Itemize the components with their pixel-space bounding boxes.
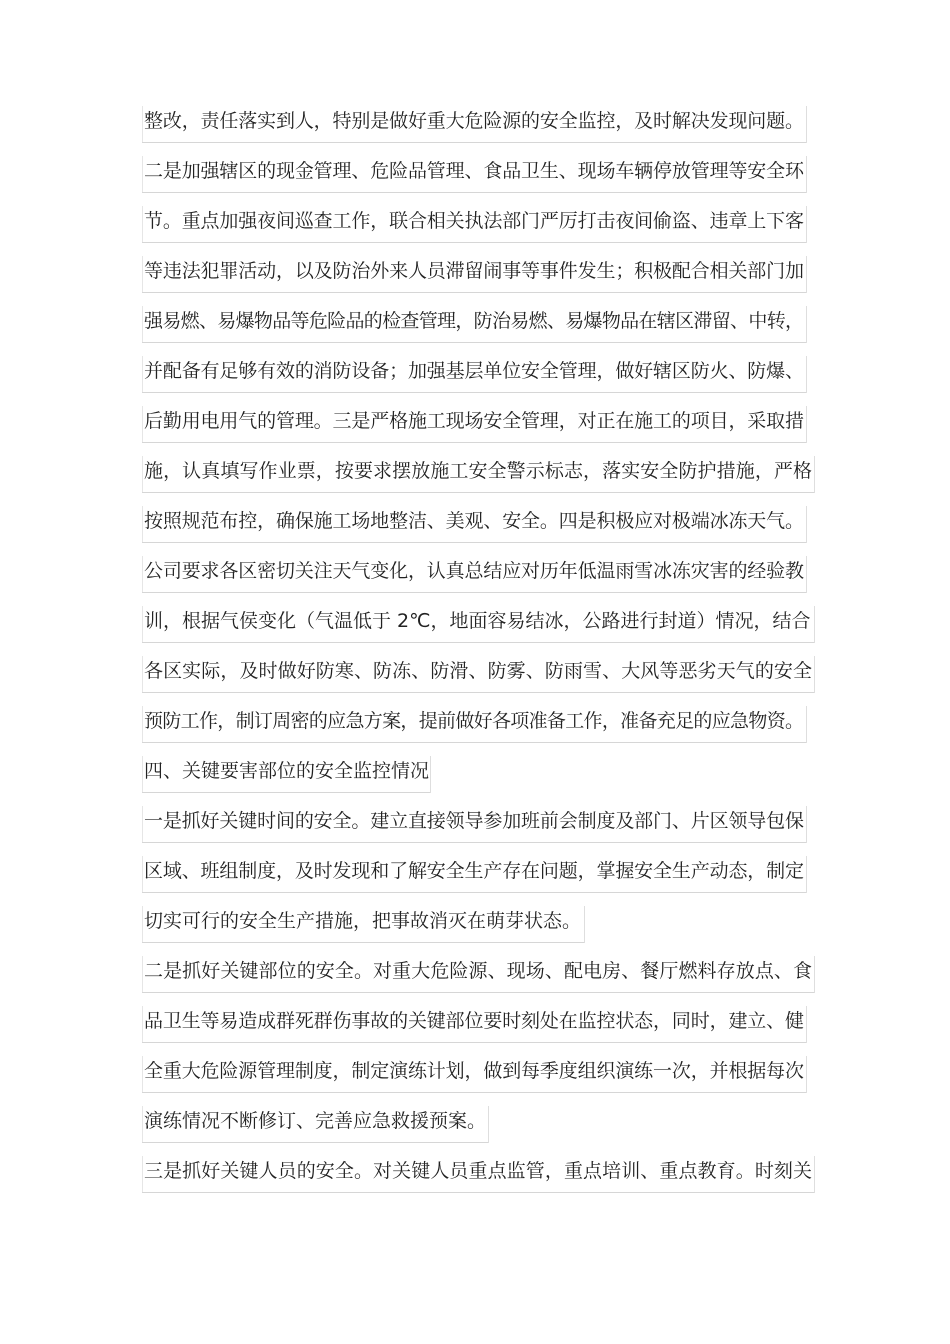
line-frame-right: [806, 1056, 807, 1093]
line-frame-right: [814, 956, 815, 993]
line-frame-left: [142, 906, 143, 943]
text-line: [142, 696, 822, 746]
text-line: [142, 1046, 822, 1096]
line-frame-right: [806, 556, 807, 593]
text-line: [142, 446, 822, 496]
line-frame-left: [142, 1106, 143, 1143]
line-frame-left: [142, 1056, 143, 1093]
line-frame-bottom: [142, 1042, 806, 1043]
line-frame-bottom: [142, 1192, 814, 1193]
line-frame-left: [142, 456, 143, 493]
line-frame-bottom: [142, 742, 806, 743]
line-text: 施，认真填写作业票，按要求摆放施工安全警示标志，落实安全防护措施，严格: [144, 460, 813, 482]
text-line: [142, 796, 822, 846]
line-text: 后勤用电用气的管理。三是严格施工现场安全管理，对正在施工的项目，采取措: [144, 410, 804, 432]
line-frame-left: [142, 856, 143, 893]
line-frame-left: [142, 306, 143, 343]
line-text: 按照规范布控，确保施工场地整洁、美观、安全。四是积极应对极端冰冻天气。: [144, 510, 804, 532]
line-frame-left: [142, 956, 143, 993]
line-frame-bottom: [142, 792, 430, 793]
line-frame-right: [806, 856, 807, 893]
line-text: 二是抓好关键部位的安全。对重大危险源、现场、配电房、餐厅燃料存放点、食: [144, 960, 813, 982]
line-frame-right: [584, 906, 585, 943]
line-frame-bottom: [142, 692, 814, 693]
line-text: 预防工作，制订周密的应急方案，提前做好各项准备工作，准备充足的应急物资。: [144, 710, 804, 732]
line-frame-right: [814, 456, 815, 493]
line-text: 强易燃、易爆物品等危险品的检查管理，防治易燃、易爆物品在辖区滞留、中转，: [144, 310, 804, 332]
line-text: 各区实际，及时做好防寒、防冻、防滑、防雾、防雨雪、大风等恶劣天气的安全: [144, 660, 813, 682]
line-frame-bottom: [142, 942, 584, 943]
line-text: 节。重点加强夜间巡查工作，联合相关执法部门严厉打击夜间偷盗、违章上下客: [144, 210, 804, 232]
line-frame-left: [142, 356, 143, 393]
line-text: 并配备有足够有效的消防设备；加强基层单位安全管理，做好辖区防火、防爆、: [144, 360, 804, 382]
text-line: [142, 496, 822, 546]
text-line: [142, 146, 822, 196]
text-line: [142, 596, 822, 646]
line-frame-left: [142, 106, 143, 143]
line-frame-bottom: [142, 1092, 806, 1093]
line-text: 训，根据气侯变化（气温低于 2℃，地面容易结冰，公路进行封道）情况，结合: [144, 610, 811, 632]
line-frame-right: [806, 106, 807, 143]
document-body: [142, 96, 822, 1196]
line-frame-bottom: [142, 492, 814, 493]
line-text: 三是抓好关键人员的安全。对关键人员重点监管，重点培训、重点教育。时刻关: [144, 1160, 813, 1182]
line-text: 切实可行的安全生产措施，把事故消灭在萌芽状态。: [144, 910, 582, 932]
line-frame-right: [806, 256, 807, 293]
line-frame-left: [142, 1156, 143, 1193]
line-frame-right: [806, 156, 807, 193]
line-text: 二是加强辖区的现金管理、危险品管理、食品卫生、现场车辆停放管理等安全环: [144, 160, 804, 182]
text-line: [142, 1096, 822, 1146]
line-frame-right: [814, 1156, 815, 1193]
text-line: [142, 1146, 822, 1196]
line-frame-bottom: [142, 642, 814, 643]
line-frame-bottom: [142, 1142, 488, 1143]
line-frame-right: [806, 506, 807, 543]
line-frame-left: [142, 406, 143, 443]
line-frame-right: [430, 756, 431, 793]
text-line: [142, 196, 822, 246]
line-text: 品卫生等易造成群死群伤事故的关键部位要时刻处在监控状态，同时，建立、健: [144, 1010, 804, 1032]
line-frame-right: [806, 356, 807, 393]
line-frame-bottom: [142, 442, 806, 443]
line-frame-bottom: [142, 842, 806, 843]
line-frame-right: [814, 656, 815, 693]
text-line: [142, 996, 822, 1046]
line-frame-right: [806, 306, 807, 343]
line-frame-left: [142, 806, 143, 843]
line-text: 区域、班组制度，及时发现和了解安全生产存在问题，掌握安全生产动态，制定: [144, 860, 804, 882]
line-frame-right: [806, 406, 807, 443]
text-line: [142, 396, 822, 446]
line-text: 公司要求各区密切关注天气变化，认真总结应对历年低温雨雪冰冻灾害的经验教: [144, 560, 804, 582]
text-line: [142, 746, 822, 796]
line-frame-left: [142, 756, 143, 793]
line-frame-bottom: [142, 392, 806, 393]
line-frame-bottom: [142, 592, 806, 593]
line-frame-left: [142, 256, 143, 293]
line-text: 全重大危险源管理制度，制定演练计划，做到每季度组织演练一次，并根据每次: [144, 1060, 804, 1082]
line-frame-right: [814, 606, 815, 643]
line-frame-right: [806, 206, 807, 243]
line-text: 一是抓好关键时间的安全。建立直接领导参加班前会制度及部门、片区领导包保: [144, 810, 804, 832]
line-frame-left: [142, 706, 143, 743]
line-text: 等违法犯罪活动，以及防治外来人员滞留闹事等事件发生；积极配合相关部门加: [144, 260, 804, 282]
line-frame-right: [488, 1106, 489, 1143]
line-frame-right: [806, 706, 807, 743]
line-frame-bottom: [142, 992, 814, 993]
text-line: [142, 946, 822, 996]
line-frame-right: [806, 806, 807, 843]
line-frame-left: [142, 1006, 143, 1043]
text-line: [142, 846, 822, 896]
line-frame-left: [142, 656, 143, 693]
line-text: 演练情况不断修订、完善应急救援预案。: [144, 1110, 487, 1132]
line-frame-right: [806, 1006, 807, 1043]
line-frame-left: [142, 606, 143, 643]
text-line: [142, 246, 822, 296]
line-frame-bottom: [142, 142, 806, 143]
line-frame-bottom: [142, 292, 806, 293]
text-line: [142, 296, 822, 346]
text-line: [142, 96, 822, 146]
line-frame-bottom: [142, 542, 806, 543]
line-frame-left: [142, 556, 143, 593]
line-frame-bottom: [142, 192, 806, 193]
text-line: [142, 896, 822, 946]
text-line: [142, 346, 822, 396]
line-frame-left: [142, 506, 143, 543]
line-frame-bottom: [142, 892, 806, 893]
line-frame-left: [142, 206, 143, 243]
line-frame-left: [142, 156, 143, 193]
line-text: 四、关键要害部位的安全监控情况: [144, 760, 430, 782]
line-frame-bottom: [142, 342, 806, 343]
line-frame-bottom: [142, 242, 806, 243]
text-line: [142, 646, 822, 696]
line-text: 整改，责任落实到人，特别是做好重大危险源的安全监控，及时解决发现问题。: [144, 110, 804, 132]
text-line: [142, 546, 822, 596]
